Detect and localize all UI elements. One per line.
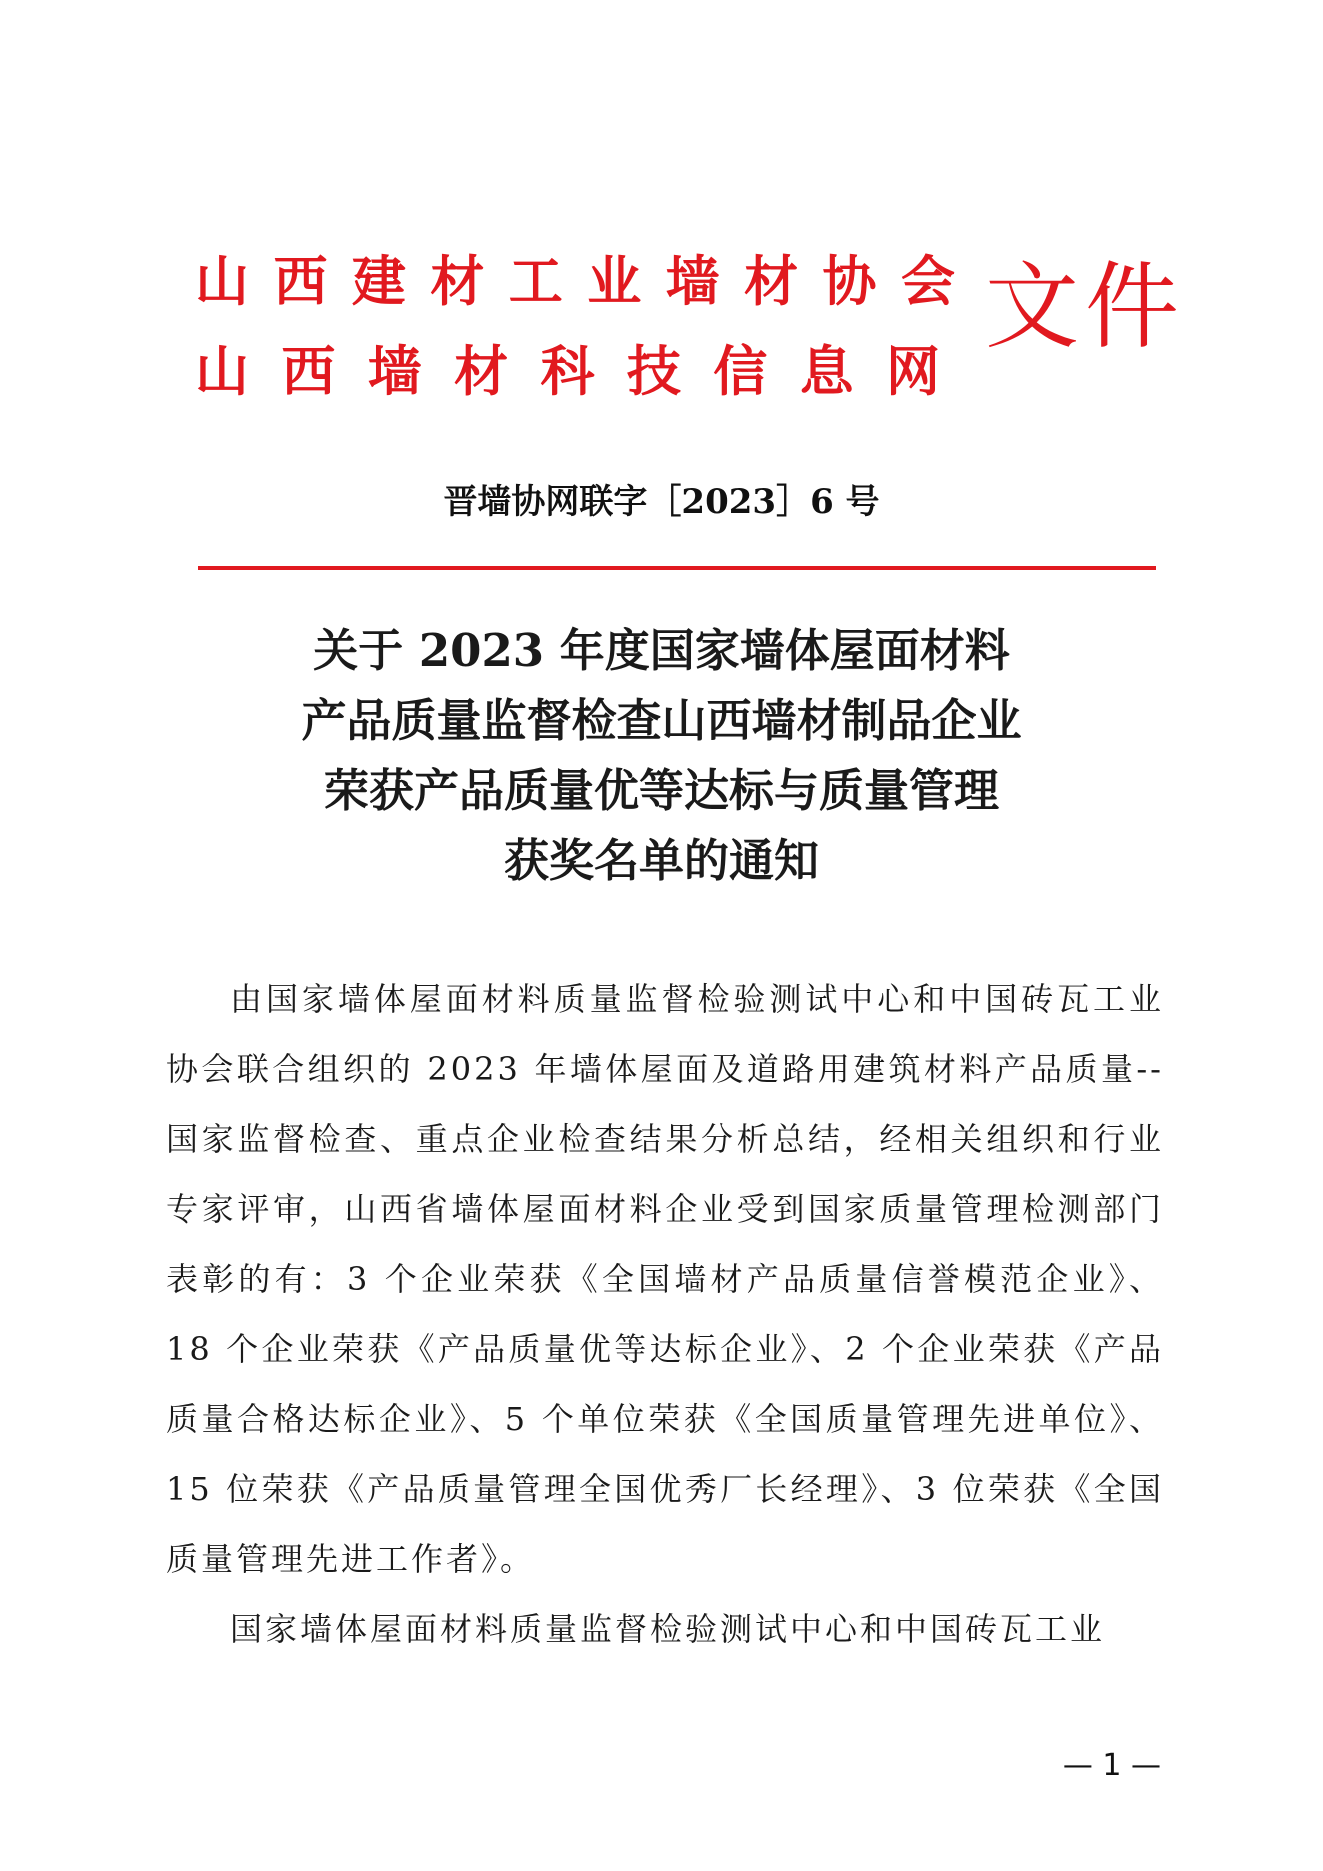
- document-body: [166, 964, 1164, 1664]
- title-line: 获奖名单的通知: [503, 834, 819, 887]
- document-title: [0, 616, 1323, 896]
- document-type-label: 文件: [985, 253, 1186, 362]
- issuer-name-association: 山 西 建 材 工 业 墙 材 协 会: [195, 250, 955, 313]
- issuer-name-website: 山 西 墙 材 科 技 信 息 网: [195, 340, 940, 403]
- title-line: 产品质量监督检查山西墙材制品企业: [301, 694, 1022, 747]
- page-number: — 1 —: [1062, 1748, 1161, 1783]
- document-number: 晋墙协网联字［2023］6 号: [443, 482, 880, 522]
- header-divider: [198, 566, 1156, 570]
- title-line: 关于 2023 年度国家墙体屋面材料: [313, 624, 1010, 677]
- body-paragraph: 国家墙体屋面材料质量监督检验测试中心和中国砖瓦工业: [230, 1610, 1106, 1648]
- body-paragraph: 由国家墙体屋面材料质量监督检验测试中心和中国砖瓦工业协会联合组织的 2023 年墙体屋面及道路用建筑材料产品质量--国家监督检查、重点企业检查结果分析总结，经相关组织和行业专家评审，山西省墙体屋面材料企业受到国家质量管理检测部门表彰的有：3 个企业荣获《全国墙材产品质量信誉模范企业》、18 个企业荣获《产品质量优等达标企业》、2 个企业荣获《产品质量合格达标企业》、5 个单位荣获《全国质量管理先进单位》、15 位荣获《产品质量管理全国优秀厂长经理》、3 位荣获《全国质量管理先进工作者》。: [166, 980, 1164, 1578]
- title-line: 荣获产品质量优等达标与质量管理: [323, 764, 999, 817]
